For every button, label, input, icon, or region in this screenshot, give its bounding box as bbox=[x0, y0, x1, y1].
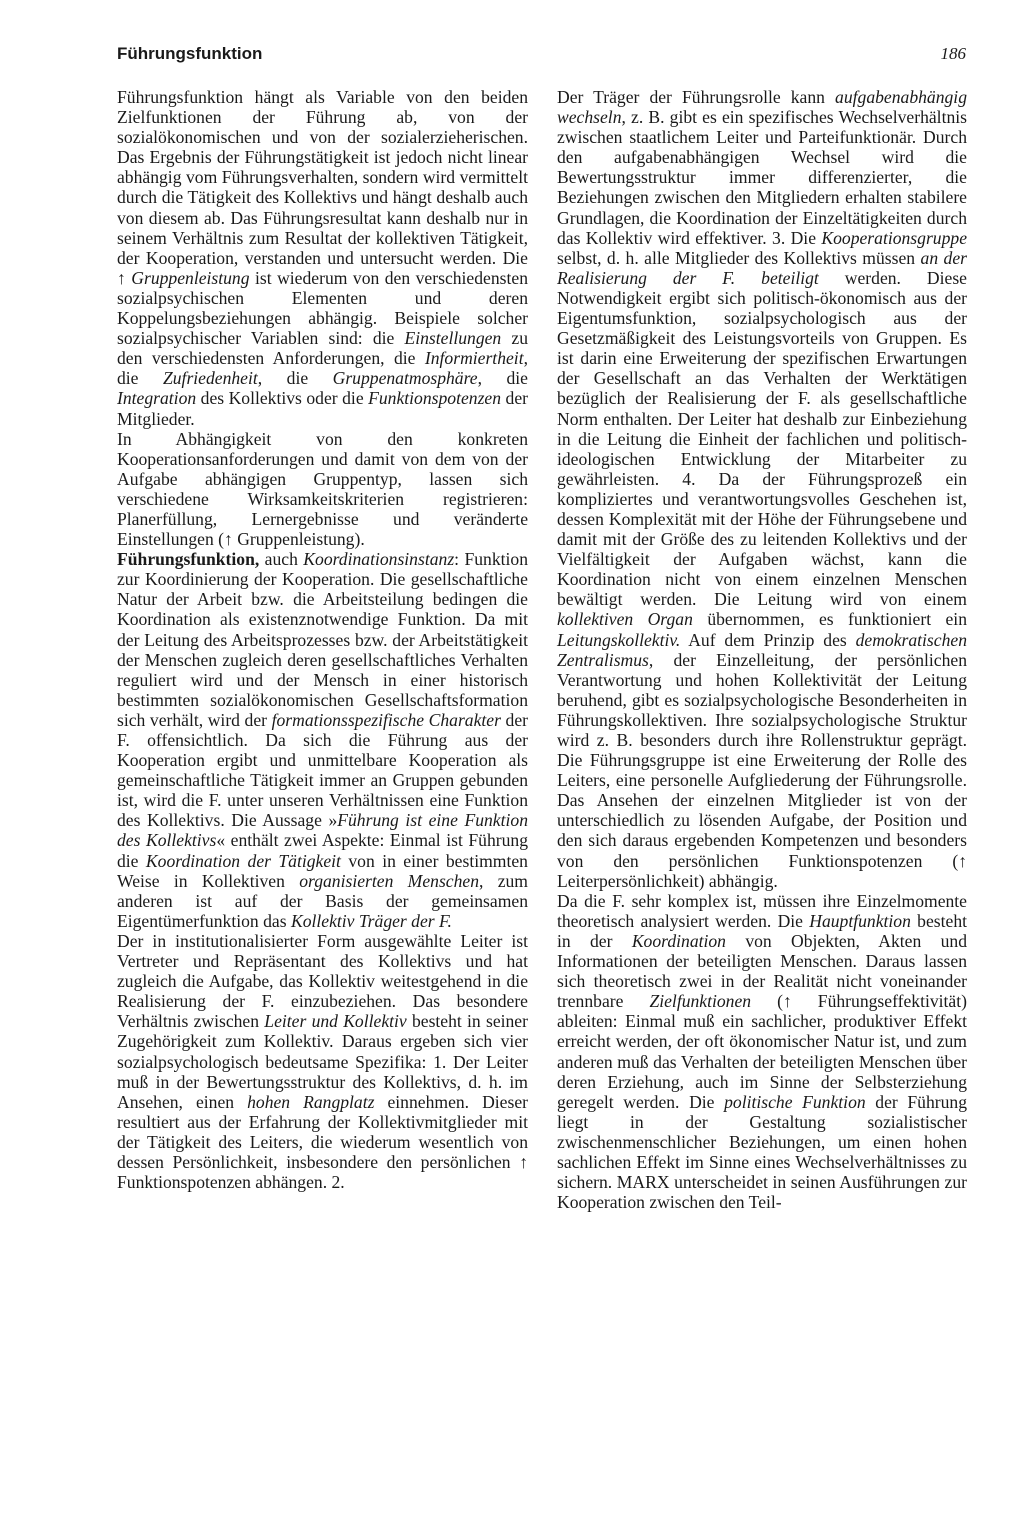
italic-text-run: Leitungskollektiv. bbox=[557, 629, 681, 650]
text-run: werden. Diese Notwendigkeit ergibt sich politisch-ökonomisch aus der Eigentumsfunktion, sozialpsychologisch aus der Gesetzmäßigkeit des Leistungsvorteils von Gruppen. Es ist darin eine Erweiterung der spezifischen Erwartungen der Gesellschaft an das Verhalten der Werktätigen bezüglich der Realisierung der F. als gesellschaftliche Norm enthalten. Der Leiter hat deshalb zur Einbeziehung in die Leitung die Einheit der fachlichen und politisch-ideologischen Entwicklung der Mitarbeiter zu gewährleisten. 4. Da der Führungsprozeß ein kompliziertes und verantwortungsvolles Geschehen ist, dessen Komplexität mit der Höhe der Führungsebene und damit mit der Größe des zu leitenden Kollektivs und der Vielfältigkeit der Aufgaben wächst, kann die Koordination nicht von einem einzelnen Menschen bewältigt werden. Die Leitung wird von einem bbox=[557, 267, 967, 610]
text-run: « enthält zwei Aspekte: Einmal ist Führung die bbox=[117, 830, 528, 871]
italic-text-run: politische Funktion bbox=[724, 1091, 866, 1112]
text-run: des Kollektivs oder die bbox=[196, 388, 369, 409]
italic-text-run: Integration bbox=[117, 388, 197, 409]
text-run: zu den verschiedensten Anforderungen, die bbox=[117, 328, 528, 369]
paragraph bbox=[557, 87, 967, 891]
text-run: , z. B. gibt es ein spezifisches Wechselverhältnis zwischen staatlichem Leiter und Parteifunktionär. Durch den aufgabenabhängigen Wechsel wird die Bewertungsstruktur immer differenzierter, die Beziehungen zwischen den Mitgliedern erhalten stabilere Grundlagen, die Koordination der Einzeltätigkeiten durch das Kollektiv wird effektiver. 3. Die bbox=[557, 107, 967, 248]
paragraph bbox=[117, 931, 528, 1192]
text-run: Da die F. sehr komplex ist, müssen ihre Einzelmomente theoretisch analysiert werden. Die bbox=[557, 890, 967, 931]
text-run: , die bbox=[117, 348, 528, 389]
paragraph bbox=[117, 87, 528, 429]
italic-text-run: kollektiven Organ bbox=[557, 609, 693, 630]
italic-text-run: Koordination bbox=[631, 930, 726, 951]
italic-text-run: Hauptfunktion bbox=[809, 910, 911, 931]
paragraph bbox=[557, 891, 967, 1213]
text-run: ist wiederum von den verschiedensten sozialpsychischen Elementen und deren Koppelungsbeziehungen abhängig. Beispiele solcher sozialpsychischer Variablen sind: die bbox=[117, 267, 528, 349]
left-column bbox=[117, 87, 528, 1192]
italic-text-run: Einstellungen bbox=[404, 328, 502, 349]
right-column bbox=[557, 87, 967, 1212]
text-run: besteht in seiner Zugehörigkeit zum Kollektiv. Daraus ergeben sich vier sozialpsychologisch bedeutsame Spezifika: 1. Der Leiter muß in der Bewertungsstruktur des Kollektivs, d. h. im Ansehen, einen bbox=[117, 1011, 528, 1112]
text-run: In Abhängigkeit von den konkreten Kooperationsanforderungen und damit von dem von der Aufgabe abhängigen Gruppentyp, lassen sich verschiedene Wirksamkeitskriterien registrieren: Planerfüllung, Lernergebnisse und veränderte Einstellungen (↑ Gruppenleistung). bbox=[117, 428, 528, 550]
text-run: (↑ Führungseffektivität) ableiten: Einmal muß ein sachlicher, produktiver Effekt erreicht werden, der oft ökonomischer Natur ist, und zum anderen muß das Verhalten der beteiligten Menschen über deren Erziehung, auch im Sinne der Selbsterziehung geregelt werden. Die bbox=[557, 991, 967, 1112]
italic-text-run: Gruppenleistung bbox=[131, 267, 250, 288]
bold-text-run: Führungsfunktion, bbox=[117, 549, 260, 570]
italic-text-run: an der Realisierung der F. beteiligt bbox=[557, 247, 967, 288]
text-run: der F. offensichtlich. Da sich die Führung aus der Kooperation ergibt und unmittelbare Kooperation als gemeinschaftliche Tätigkeit immer an Gruppen gebunden ist, wird die F. unter unseren Verhältnissen eine Funktion des Kollektivs. Die Aussage » bbox=[117, 709, 528, 831]
italic-text-run: Leiter und Kollektiv bbox=[264, 1011, 407, 1032]
italic-text-run: Führung ist eine Funktion des Kollektivs bbox=[117, 810, 528, 851]
italic-text-run: Informiertheit bbox=[424, 348, 524, 369]
text-run: von Objekten, Akten und Informationen der beteiligten Menschen. Daraus lassen sich theoretisch zwei in der Realität nicht voneinander trennbare bbox=[557, 930, 967, 1012]
text-run: Der Träger der Führungsrolle kann bbox=[557, 87, 836, 107]
entry-paragraph bbox=[117, 549, 528, 931]
italic-text-run: Kooperationsgruppe bbox=[821, 227, 967, 248]
paragraph bbox=[117, 429, 528, 550]
text-run: , die bbox=[477, 368, 528, 389]
italic-text-run: aufgabenabhängig wechseln bbox=[557, 87, 967, 128]
italic-text-run: formationsspezifische Charakter bbox=[271, 709, 501, 730]
italic-text-run: Kollektiv Träger der F. bbox=[290, 910, 452, 931]
text-run: , zum anderen ist auf der Basis der gemeinsamen Eigentümerfunktion das bbox=[117, 870, 528, 931]
text-run: , die bbox=[257, 368, 333, 389]
italic-text-run: Zufriedenheit bbox=[162, 368, 258, 389]
text-run: : Funktion zur Koordinierung der Kooperation. Die gesellschaftliche Natur der Arbeit bzw. die Arbeitsteilung bedingen die Koordination als existenznotwendige Funktion. Da mit der Leitung des Arbeitsprozesses bzw. der Arbeitstätigkeit der Menschen zugleich deren gesellschaftliches Verhalten reguliert wird und der Mensch in einer historisch bestimmten sozialökonomischen Gesellschaftsformation sich verhält, wird der bbox=[117, 549, 528, 730]
italic-text-run: organisierten Menschen bbox=[299, 870, 479, 891]
text-run: Der in institutionalisierter Form ausgewählte Leiter ist Vertreter und Repräsentant des Kollektivs und hat zugleich die Aufgabe, das Kollektiv weitestgehend in die Realisierung der F. einzubeziehen. Das besondere Verhältnis zwischen bbox=[117, 930, 528, 1032]
text-run: selbst, d. h. alle Mitglieder des Kollektivs müssen bbox=[557, 247, 921, 268]
italic-text-run: demokratischen Zentralismus bbox=[557, 629, 967, 670]
text-run: der Führung liegt in der Gestaltung sozialistischer zwischenmenschlicher Beziehungen, um einen hohen sachlichen Effekt im Sinne eines Wechselverhältnisses zu sichern. MARX unterscheidet in seinen Ausführungen zur Kooperation zwischen den Teil- bbox=[557, 1091, 968, 1213]
text-run: von in einer bestimmten Weise in Kollektiven bbox=[117, 850, 528, 891]
italic-text-run: Koordination der Tätigkeit bbox=[145, 850, 341, 871]
running-head: Führungsfunktion bbox=[117, 44, 263, 63]
text-run: der Mitglieder. bbox=[117, 388, 528, 429]
text-run: Auf dem Prinzip des bbox=[680, 629, 856, 650]
italic-text-run: Gruppenatmosphäre bbox=[332, 368, 478, 389]
italic-text-run: Zielfunktionen bbox=[649, 991, 752, 1012]
italic-text-run: hohen Rangplatz bbox=[247, 1091, 375, 1112]
text-run: einnehmen. Dieser resultiert aus der Erfahrung der Kollektivmitglieder mit der Tätigkeit des Leiters, die wiederum wesentlich von dessen Persönlichkeit, insbesondere den persönlichen ↑ Funktionspotenzen abhängen. 2. bbox=[117, 1091, 529, 1193]
italic-text-run: Koordinationsinstanz bbox=[303, 549, 455, 570]
text-run: , der Einzelleitung, der persönlichen Verantwortung und hohen Kollektivität der Leitung beruhend, gibt es sozialpsychologische Besonderheiten in Führungskollektiven. Ihre sozialpsychologische Struktur wird z. B. besonders durch ihre Rollenstruktur geprägt. Die Führungsgruppe ist eine Erweiterung der Rolle des Leiters, eine personelle Aufgliederung der Führungsrolle. Das Ansehen der einzelnen Mitglieder ist von der unterschiedlich zu lösenden Aufgabe, der Position und den sich daraus ergebenden Kompetenzen und besonders von den persönlichen Funktionspotenzen (↑ Leiterpersönlichkeit) abhängig. bbox=[557, 649, 967, 891]
text-run: übernommen, es funktioniert ein bbox=[692, 609, 967, 630]
text-run: Führungsfunktion hängt als Variable von den beiden Zielfunktionen der Führung ab, von der sozialökonomischen und von der sozialerzieherischen. Das Ergebnis der Führungstätigkeit ist jedoch nicht linear abhängig vom Führungsverhalten, sondern wird vermittelt durch die Tätigkeit des Kollektivs und hängt deshalb auch von diesem ab. Das Führungsresultat kann deshalb nur in seinem Verhältnis zum Resultat der kollektiven Tätigkeit, der Kooperation, verstanden und untersucht werden. Die ↑ bbox=[117, 87, 528, 288]
text-run: besteht in der bbox=[557, 910, 968, 951]
page-number: 186 bbox=[940, 44, 966, 63]
italic-text-run: Funktionspotenzen bbox=[368, 388, 502, 409]
text-run: auch bbox=[259, 549, 304, 570]
